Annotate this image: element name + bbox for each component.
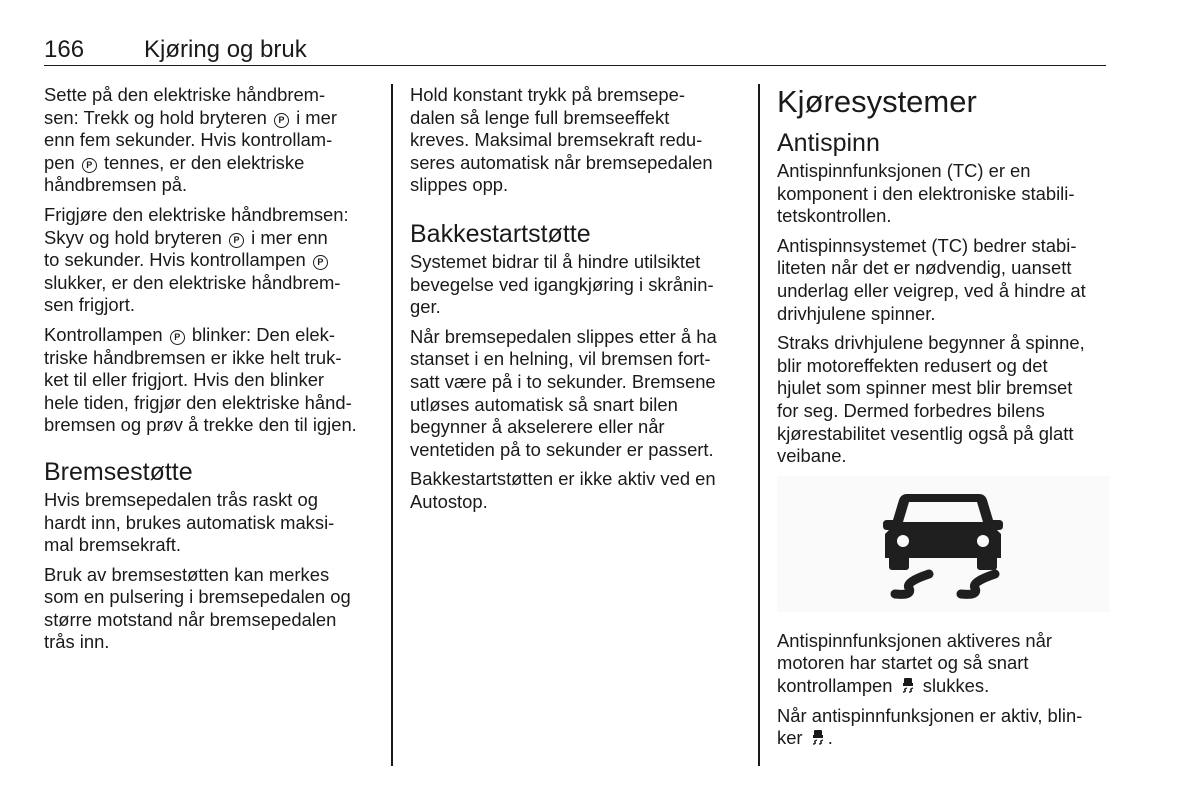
traction-control-icon (875, 484, 1011, 604)
traction-control-icon (810, 729, 826, 745)
column-1 (44, 84, 380, 661)
paragraph: Når bremsepedalen slippes etter å ha stanset i en helning, vil bremsen fort- satt være på i to sekunder. Bremsene utløses automatisk så snart bilen begynner å akselerere eller når ventetiden på to sekunder er passert. (410, 325, 717, 460)
page-header (44, 34, 1106, 66)
running-title: Kjøring og bruk (144, 36, 307, 63)
paragraph: Straks drivhjulene begynner å spinne, blir motoreffekten redusert og det hjulet som spinner mest blir bremset for seg. Dermed forbedres bilens kjørestabilitet vesentlig også på glatt veibane. (777, 332, 1085, 467)
parking-brake-icon: P (313, 255, 328, 270)
paragraph: Kontrollampen P blinker: Den elek- triske håndbremsen er ikke helt truk- ket til eller frigjort. Hvis den blinker hele tiden, frigjør den elektriske hånd- bremsen og prøv å trekke den til igjen. (44, 323, 357, 436)
paragraph: Hvis bremsepedalen trås raskt og hardt inn, brukes automatisk maksi- mal bremsekraft. (44, 488, 335, 556)
paragraph: Antispinnfunksjonen (TC) er en komponent i den elektroniske stabili- tetskontrollen. (777, 160, 1075, 227)
parking-brake-icon: P (274, 113, 289, 128)
parking-brake-icon: P (170, 330, 185, 345)
parking-brake-icon: P (82, 158, 97, 173)
paragraph: Frigjøre den elektriske håndbremsen: Skyv og hold bryteren P i mer enn to sekunder. Hvis kontrollampen P slukker, er den elektriske håndbrem- sen frigjort. (44, 203, 349, 316)
chapter-heading: Kjøresystemer (777, 84, 977, 119)
column-divider (391, 84, 393, 766)
paragraph: Antispinnsystemet (TC) bedrer stabi- liteten når det er nødvendig, uansett underlag eller veigrep, ved å hindre at drivhjulene spinner. (777, 234, 1086, 324)
parking-brake-icon: P (229, 233, 244, 248)
paragraph: Bruk av bremsestøtten kan merkes som en pulsering i bremsepedalen og større motstand når bremsepedalen trås inn. (44, 563, 351, 653)
section-heading: Bakkestartstøtte (410, 219, 591, 248)
paragraph: Når antispinnfunksjonen er aktiv, blin- ker . (777, 704, 1083, 749)
paragraph: Antispinnfunksjonen aktiveres når motoren har startet og så snart kontrollampen slukkes. (777, 629, 1052, 696)
page-number: 166 (44, 36, 85, 63)
section-heading: Bremsestøtte (44, 457, 193, 486)
paragraph: Hold konstant trykk på bremsepe- dalen så lenge full bremseeffekt kreves. Maksimal bremsekraft redu- seres automatisk når bremsepedalen slippes opp. (410, 84, 713, 196)
paragraph: Bakkestartstøtten er ikke aktiv ved en Autostop. (410, 468, 716, 512)
column-3 (777, 84, 1109, 757)
section-heading: Antispinn (777, 129, 880, 157)
column-2 (410, 84, 746, 521)
column-divider (758, 84, 760, 766)
paragraph: Systemet bidrar til å hindre utilsiktet bevegelse ved igangkjøring i skrånin- ger. (410, 250, 714, 318)
traction-control-figure (777, 476, 1109, 612)
traction-control-icon (900, 677, 916, 693)
paragraph: Sette på den elektriske håndbrem- sen: Trekk og hold bryteren P i mer enn fem sekunder. Hvis kontrollam- pen P tennes, er den elektriske håndbremsen på. (44, 84, 337, 196)
